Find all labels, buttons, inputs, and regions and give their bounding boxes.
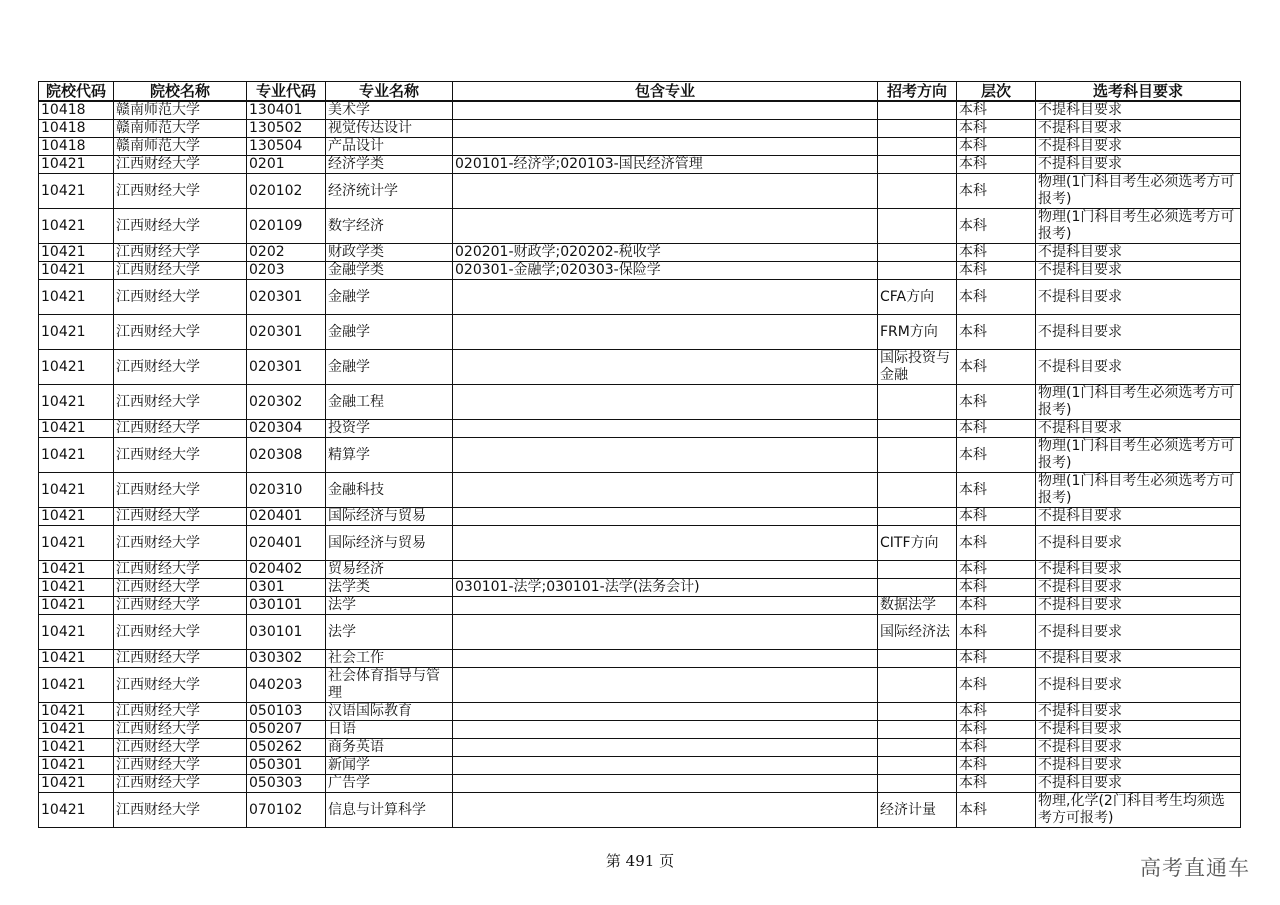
cell-school-code: 10421 [39, 315, 114, 350]
cell-major-name: 财政学类 [326, 244, 453, 262]
table-row [39, 138, 1241, 156]
cell-major-code: 070102 [247, 793, 326, 828]
cell-school-code: 10418 [39, 120, 114, 138]
cell-major-code: 130504 [247, 138, 326, 156]
cell-included-majors [453, 721, 878, 739]
header-direction: 招考方向 [878, 82, 957, 102]
cell-included-majors: 020301-金融学;020303-保险学 [453, 262, 878, 280]
cell-major-name: 精算学 [326, 438, 453, 473]
cell-major-code: 020402 [247, 561, 326, 579]
table-row [39, 438, 1241, 473]
cell-subject-requirement: 不提科目要求 [1036, 508, 1241, 526]
cell-included-majors [453, 315, 878, 350]
cell-level: 本科 [957, 138, 1036, 156]
cell-major-name: 社会工作 [326, 650, 453, 668]
cell-major-name: 金融学 [326, 350, 453, 385]
table-row [39, 703, 1241, 721]
cell-included-majors [453, 174, 878, 209]
cell-school-code: 10421 [39, 721, 114, 739]
cell-major-code: 020301 [247, 280, 326, 315]
cell-school-code: 10418 [39, 101, 114, 120]
table-row [39, 650, 1241, 668]
cell-school-name: 江西财经大学 [114, 244, 247, 262]
cell-direction: 国际经济法 [878, 615, 957, 650]
header-subject-requirement: 选考科目要求 [1036, 82, 1241, 102]
cell-included-majors [453, 597, 878, 615]
cell-school-code: 10421 [39, 385, 114, 420]
cell-school-code: 10421 [39, 579, 114, 597]
cell-level: 本科 [957, 703, 1036, 721]
cell-major-name: 美术学 [326, 101, 453, 120]
cell-level: 本科 [957, 757, 1036, 775]
cell-school-name: 江西财经大学 [114, 350, 247, 385]
cell-school-code: 10421 [39, 703, 114, 721]
cell-major-code: 050303 [247, 775, 326, 793]
cell-included-majors [453, 615, 878, 650]
cell-subject-requirement: 不提科目要求 [1036, 315, 1241, 350]
table-row [39, 615, 1241, 650]
cell-subject-requirement: 不提科目要求 [1036, 420, 1241, 438]
cell-major-name: 信息与计算科学 [326, 793, 453, 828]
cell-school-code: 10421 [39, 262, 114, 280]
cell-school-name: 江西财经大学 [114, 561, 247, 579]
cell-school-name: 江西财经大学 [114, 315, 247, 350]
cell-major-name: 法学类 [326, 579, 453, 597]
cell-level: 本科 [957, 615, 1036, 650]
cell-school-name: 江西财经大学 [114, 579, 247, 597]
cell-subject-requirement: 不提科目要求 [1036, 757, 1241, 775]
cell-school-code: 10421 [39, 526, 114, 561]
cell-included-majors: 020201-财政学;020202-税收学 [453, 244, 878, 262]
cell-subject-requirement: 物理(1门科目考生必须选考方可报考) [1036, 209, 1241, 244]
cell-school-code: 10421 [39, 793, 114, 828]
cell-major-name: 汉语国际教育 [326, 703, 453, 721]
cell-major-name: 投资学 [326, 420, 453, 438]
header-level: 层次 [957, 82, 1036, 102]
cell-school-name: 江西财经大学 [114, 615, 247, 650]
cell-subject-requirement: 不提科目要求 [1036, 561, 1241, 579]
cell-major-code: 130401 [247, 101, 326, 120]
cell-school-name: 江西财经大学 [114, 793, 247, 828]
cell-school-name: 江西财经大学 [114, 597, 247, 615]
cell-included-majors [453, 438, 878, 473]
cell-school-code: 10421 [39, 615, 114, 650]
table-row [39, 209, 1241, 244]
cell-direction [878, 473, 957, 508]
cell-major-name: 国际经济与贸易 [326, 508, 453, 526]
cell-direction [878, 668, 957, 703]
cell-included-majors [453, 757, 878, 775]
cell-school-code: 10421 [39, 508, 114, 526]
cell-major-code: 020301 [247, 350, 326, 385]
cell-major-name: 法学 [326, 615, 453, 650]
cell-included-majors [453, 775, 878, 793]
cell-included-majors [453, 668, 878, 703]
cell-subject-requirement: 不提科目要求 [1036, 244, 1241, 262]
cell-major-code: 0202 [247, 244, 326, 262]
cell-major-code: 0301 [247, 579, 326, 597]
cell-major-code: 130502 [247, 120, 326, 138]
cell-level: 本科 [957, 526, 1036, 561]
table-row [39, 526, 1241, 561]
cell-school-code: 10421 [39, 668, 114, 703]
cell-level: 本科 [957, 156, 1036, 174]
cell-school-code: 10421 [39, 739, 114, 757]
cell-included-majors [453, 508, 878, 526]
cell-school-code: 10421 [39, 775, 114, 793]
cell-subject-requirement: 物理(1门科目考生必须选考方可报考) [1036, 438, 1241, 473]
cell-subject-requirement: 不提科目要求 [1036, 579, 1241, 597]
cell-school-name: 江西财经大学 [114, 703, 247, 721]
cell-included-majors [453, 703, 878, 721]
table-row [39, 721, 1241, 739]
cell-subject-requirement: 不提科目要求 [1036, 350, 1241, 385]
cell-direction [878, 385, 957, 420]
cell-major-name: 国际经济与贸易 [326, 526, 453, 561]
cell-major-code: 020301 [247, 315, 326, 350]
cell-major-name: 金融学 [326, 315, 453, 350]
cell-major-code: 0203 [247, 262, 326, 280]
table-row [39, 473, 1241, 508]
cell-level: 本科 [957, 721, 1036, 739]
cell-direction [878, 174, 957, 209]
cell-level: 本科 [957, 315, 1036, 350]
cell-direction [878, 438, 957, 473]
cell-school-name: 江西财经大学 [114, 668, 247, 703]
cell-included-majors [453, 385, 878, 420]
cell-direction [878, 703, 957, 721]
cell-direction: CITF方向 [878, 526, 957, 561]
table-header-row [39, 82, 1241, 102]
cell-school-code: 10421 [39, 420, 114, 438]
cell-direction [878, 508, 957, 526]
table-row [39, 508, 1241, 526]
cell-level: 本科 [957, 597, 1036, 615]
table-row [39, 280, 1241, 315]
table-row [39, 350, 1241, 385]
cell-subject-requirement: 物理(1门科目考生必须选考方可报考) [1036, 385, 1241, 420]
cell-school-code: 10421 [39, 473, 114, 508]
cell-major-code: 050207 [247, 721, 326, 739]
cell-school-code: 10421 [39, 174, 114, 209]
table-row [39, 174, 1241, 209]
cell-subject-requirement: 不提科目要求 [1036, 721, 1241, 739]
cell-school-name: 江西财经大学 [114, 209, 247, 244]
cell-school-name: 江西财经大学 [114, 721, 247, 739]
cell-major-code: 020304 [247, 420, 326, 438]
cell-level: 本科 [957, 508, 1036, 526]
cell-subject-requirement: 不提科目要求 [1036, 138, 1241, 156]
cell-level: 本科 [957, 438, 1036, 473]
cell-school-name: 江西财经大学 [114, 650, 247, 668]
cell-direction [878, 757, 957, 775]
cell-school-name: 江西财经大学 [114, 775, 247, 793]
cell-major-code: 050103 [247, 703, 326, 721]
cell-subject-requirement: 不提科目要求 [1036, 668, 1241, 703]
cell-major-name: 广告学 [326, 775, 453, 793]
cell-level: 本科 [957, 244, 1036, 262]
cell-subject-requirement: 物理(1门科目考生必须选考方可报考) [1036, 174, 1241, 209]
cell-school-name: 江西财经大学 [114, 420, 247, 438]
cell-major-code: 030101 [247, 615, 326, 650]
cell-subject-requirement: 不提科目要求 [1036, 262, 1241, 280]
cell-major-name: 金融学 [326, 280, 453, 315]
cell-included-majors [453, 561, 878, 579]
cell-direction: 数据法学 [878, 597, 957, 615]
cell-subject-requirement: 不提科目要求 [1036, 526, 1241, 561]
cell-subject-requirement: 不提科目要求 [1036, 597, 1241, 615]
cell-level: 本科 [957, 120, 1036, 138]
cell-level: 本科 [957, 739, 1036, 757]
cell-level: 本科 [957, 262, 1036, 280]
cell-school-name: 江西财经大学 [114, 739, 247, 757]
table-row [39, 739, 1241, 757]
cell-major-code: 020308 [247, 438, 326, 473]
cell-major-name: 商务英语 [326, 739, 453, 757]
cell-school-code: 10421 [39, 597, 114, 615]
table-row [39, 101, 1241, 120]
cell-direction [878, 262, 957, 280]
cell-level: 本科 [957, 473, 1036, 508]
cell-school-name: 江西财经大学 [114, 174, 247, 209]
cell-school-name: 江西财经大学 [114, 280, 247, 315]
cell-major-name: 日语 [326, 721, 453, 739]
cell-subject-requirement: 不提科目要求 [1036, 650, 1241, 668]
cell-subject-requirement: 不提科目要求 [1036, 280, 1241, 315]
header-school-code: 院校代码 [39, 82, 114, 102]
cell-subject-requirement: 物理,化学(2门科目考生均须选考方可报考) [1036, 793, 1241, 828]
header-major-code: 专业代码 [247, 82, 326, 102]
cell-direction: CFA方向 [878, 280, 957, 315]
cell-included-majors [453, 473, 878, 508]
cell-direction: 经济计量 [878, 793, 957, 828]
table-row [39, 579, 1241, 597]
cell-school-name: 赣南师范大学 [114, 120, 247, 138]
cell-subject-requirement: 不提科目要求 [1036, 703, 1241, 721]
cell-direction [878, 120, 957, 138]
cell-school-code: 10421 [39, 757, 114, 775]
cell-direction [878, 209, 957, 244]
cell-level: 本科 [957, 420, 1036, 438]
cell-direction: FRM方向 [878, 315, 957, 350]
cell-direction [878, 156, 957, 174]
cell-level: 本科 [957, 579, 1036, 597]
cell-school-code: 10421 [39, 244, 114, 262]
table-row [39, 420, 1241, 438]
table-row [39, 597, 1241, 615]
cell-level: 本科 [957, 385, 1036, 420]
cell-major-name: 金融学类 [326, 262, 453, 280]
cell-school-code: 10421 [39, 650, 114, 668]
cell-direction [878, 650, 957, 668]
page-number: 第 491 页 [605, 852, 675, 870]
cell-included-majors [453, 739, 878, 757]
cell-major-code: 020310 [247, 473, 326, 508]
cell-major-code: 0201 [247, 156, 326, 174]
cell-included-majors [453, 101, 878, 120]
admissions-table [38, 81, 1241, 828]
cell-direction [878, 579, 957, 597]
cell-included-majors [453, 209, 878, 244]
header-major-name: 专业名称 [326, 82, 453, 102]
cell-school-name: 江西财经大学 [114, 156, 247, 174]
cell-subject-requirement: 物理(1门科目考生必须选考方可报考) [1036, 473, 1241, 508]
watermark-text: 高考直通车 [1140, 856, 1250, 880]
cell-school-code: 10421 [39, 561, 114, 579]
cell-level: 本科 [957, 775, 1036, 793]
table-row [39, 385, 1241, 420]
cell-subject-requirement: 不提科目要求 [1036, 120, 1241, 138]
cell-school-code: 10418 [39, 138, 114, 156]
table-row [39, 244, 1241, 262]
cell-school-name: 赣南师范大学 [114, 138, 247, 156]
cell-major-name: 贸易经济 [326, 561, 453, 579]
cell-included-majors [453, 120, 878, 138]
cell-major-name: 社会体育指导与管理 [326, 668, 453, 703]
cell-school-code: 10421 [39, 209, 114, 244]
table-row [39, 561, 1241, 579]
cell-subject-requirement: 不提科目要求 [1036, 101, 1241, 120]
cell-major-name: 经济学类 [326, 156, 453, 174]
cell-school-code: 10421 [39, 156, 114, 174]
cell-major-name: 视觉传达设计 [326, 120, 453, 138]
cell-level: 本科 [957, 650, 1036, 668]
cell-direction [878, 244, 957, 262]
cell-level: 本科 [957, 280, 1036, 315]
cell-subject-requirement: 不提科目要求 [1036, 775, 1241, 793]
cell-major-code: 020109 [247, 209, 326, 244]
cell-school-name: 江西财经大学 [114, 526, 247, 561]
cell-major-code: 020102 [247, 174, 326, 209]
cell-included-majors [453, 138, 878, 156]
cell-subject-requirement: 不提科目要求 [1036, 615, 1241, 650]
cell-subject-requirement: 不提科目要求 [1036, 156, 1241, 174]
cell-major-code: 020401 [247, 526, 326, 561]
cell-included-majors [453, 350, 878, 385]
cell-major-code: 040203 [247, 668, 326, 703]
cell-school-name: 江西财经大学 [114, 385, 247, 420]
cell-level: 本科 [957, 101, 1036, 120]
cell-school-code: 10421 [39, 280, 114, 315]
cell-level: 本科 [957, 350, 1036, 385]
cell-major-name: 新闻学 [326, 757, 453, 775]
cell-major-code: 020302 [247, 385, 326, 420]
table-row [39, 775, 1241, 793]
table-row [39, 793, 1241, 828]
cell-included-majors: 020101-经济学;020103-国民经济管理 [453, 156, 878, 174]
cell-school-name: 江西财经大学 [114, 473, 247, 508]
table-row [39, 757, 1241, 775]
cell-school-name: 赣南师范大学 [114, 101, 247, 120]
cell-major-code: 030101 [247, 597, 326, 615]
cell-included-majors [453, 420, 878, 438]
table-row [39, 262, 1241, 280]
cell-level: 本科 [957, 174, 1036, 209]
cell-major-code: 020401 [247, 508, 326, 526]
cell-direction [878, 561, 957, 579]
cell-direction [878, 775, 957, 793]
cell-major-name: 法学 [326, 597, 453, 615]
cell-school-name: 江西财经大学 [114, 508, 247, 526]
cell-major-name: 数字经济 [326, 209, 453, 244]
cell-direction [878, 721, 957, 739]
cell-major-name: 金融科技 [326, 473, 453, 508]
header-included-majors: 包含专业 [453, 82, 878, 102]
table-row [39, 156, 1241, 174]
cell-direction [878, 101, 957, 120]
header-school-name: 院校名称 [114, 82, 247, 102]
cell-school-name: 江西财经大学 [114, 438, 247, 473]
cell-school-name: 江西财经大学 [114, 262, 247, 280]
cell-level: 本科 [957, 561, 1036, 579]
cell-included-majors [453, 793, 878, 828]
cell-included-majors [453, 526, 878, 561]
cell-direction: 国际投资与金融 [878, 350, 957, 385]
table-body [39, 101, 1241, 828]
cell-subject-requirement: 不提科目要求 [1036, 739, 1241, 757]
cell-major-name: 金融工程 [326, 385, 453, 420]
cell-major-code: 050301 [247, 757, 326, 775]
cell-included-majors [453, 650, 878, 668]
cell-included-majors: 030101-法学;030101-法学(法务会计) [453, 579, 878, 597]
cell-school-code: 10421 [39, 350, 114, 385]
cell-major-name: 经济统计学 [326, 174, 453, 209]
cell-major-code: 030302 [247, 650, 326, 668]
cell-major-name: 产品设计 [326, 138, 453, 156]
cell-included-majors [453, 280, 878, 315]
cell-major-code: 050262 [247, 739, 326, 757]
table-row [39, 668, 1241, 703]
cell-school-code: 10421 [39, 438, 114, 473]
cell-direction [878, 739, 957, 757]
cell-level: 本科 [957, 668, 1036, 703]
cell-level: 本科 [957, 209, 1036, 244]
table-row [39, 120, 1241, 138]
cell-school-name: 江西财经大学 [114, 757, 247, 775]
cell-direction [878, 420, 957, 438]
cell-level: 本科 [957, 793, 1036, 828]
table-row [39, 315, 1241, 350]
cell-direction [878, 138, 957, 156]
